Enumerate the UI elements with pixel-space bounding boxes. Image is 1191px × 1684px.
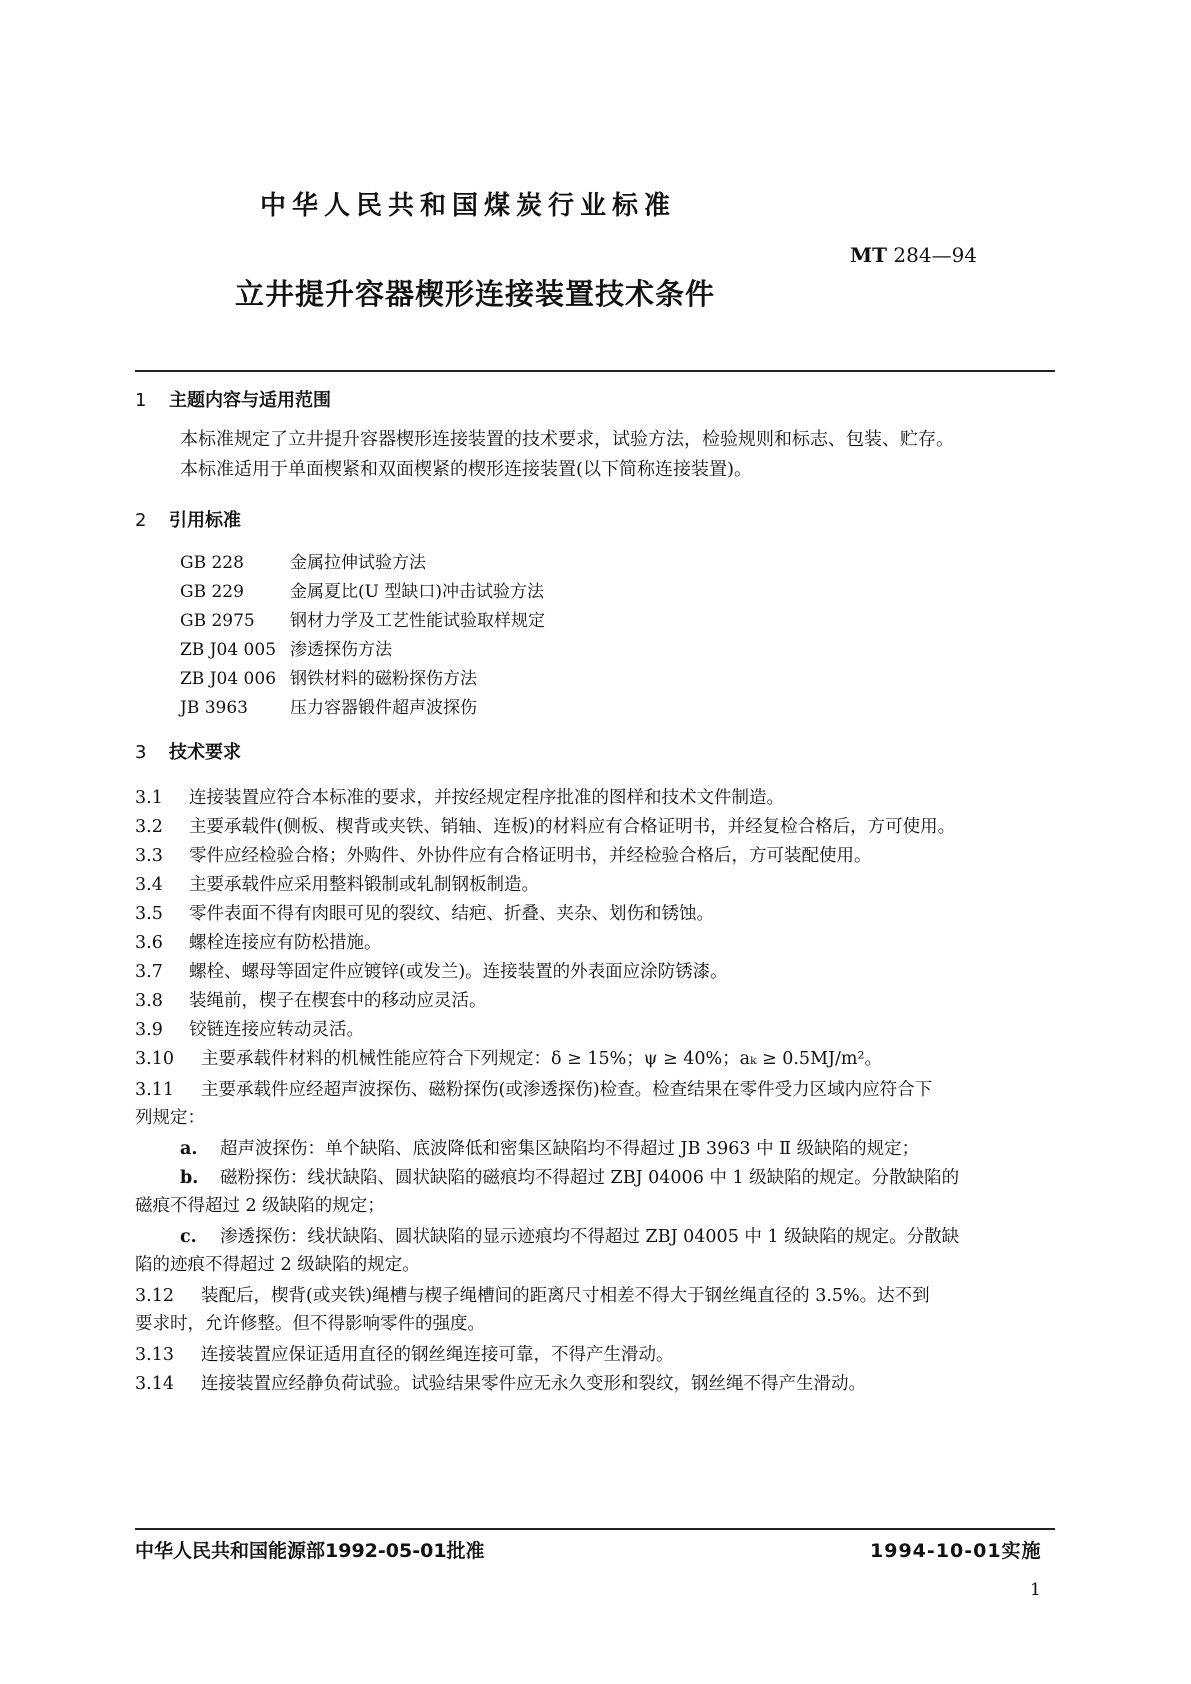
reference-code: JB 3963 (180, 698, 248, 718)
sub-item-label: c. (180, 1227, 197, 1247)
section-number: 3 (135, 742, 147, 763)
clause-number: 3.4 (135, 875, 163, 895)
requirement-item (135, 1370, 866, 1395)
clause-continuation: 列规定： (135, 1108, 205, 1128)
reference-item (180, 606, 545, 631)
section-2-heading (135, 506, 241, 532)
section-1-paragraph: 本标准适用于单面楔紧和双面楔紧的楔形连接装置(以下简称连接装置)。 (180, 459, 753, 480)
clause-number: 3.3 (135, 846, 163, 866)
reference-code: GB 2975 (180, 611, 255, 631)
section-number: 1 (135, 390, 147, 411)
sub-item-b (180, 1164, 959, 1189)
clause-number: 3.11 (135, 1080, 174, 1100)
clause-text: 装配后，楔背(或夹铁)绳槽与楔子绳槽间的距离尺寸相差不得大于钢丝绳直径的 3.5%。达不到 (201, 1286, 930, 1306)
reference-item (180, 664, 477, 689)
reference-code: ZB J04 006 (180, 669, 277, 689)
clause-text: 连接装置应保证适用直径的钢丝绳连接可靠，不得产生滑动。 (201, 1345, 674, 1365)
clause-number: 3.9 (135, 1020, 163, 1040)
sub-item-c (180, 1223, 959, 1248)
requirement-item (135, 958, 728, 983)
clause-text: 主要承载件应采用整料锻制或轧制钢板制造。 (189, 875, 539, 895)
sub-item-a (180, 1135, 919, 1160)
clause-text: 主要承载件(侧板、楔背或夹铁、销轴、连板)的材料应有合格证明书，并经复检合格后，方可使用。 (189, 817, 956, 837)
clause-number: 3.14 (135, 1374, 174, 1394)
clause-text: 零件应经检验合格；外购件、外协件应有合格证明书，并经检验合格后，方可装配使用。 (189, 846, 872, 866)
approval-line: 中华人民共和国能源部1992-05-01批准 (135, 1540, 485, 1562)
reference-item (180, 548, 426, 573)
sub-item-label: a. (180, 1139, 198, 1159)
section-1-paragraph: 本标准规定了立井提升容器楔形连接装置的技术要求，试验方法，检验规则和标志、包装、贮存。 (180, 429, 954, 450)
requirement-item (135, 987, 487, 1012)
standard-code (850, 243, 977, 267)
requirement-item (135, 813, 955, 838)
clause-number: 3.7 (135, 962, 163, 982)
clause-number: 3.13 (135, 1345, 174, 1365)
requirement-item (135, 1076, 932, 1101)
reference-code: ZB J04 005 (180, 640, 277, 660)
requirement-item (135, 1045, 882, 1070)
clause-text: 连接装置应符合本标准的要求，并按经规定程序批准的图样和技术文件制造。 (189, 788, 784, 808)
reference-item (180, 693, 477, 718)
page-number: 1 (1030, 1580, 1041, 1600)
requirement-item (135, 871, 539, 896)
clause-text: 主要承载件应经超声波探伤、磁粉探伤(或渗透探伤)检查。检查结果在零件受力区域内应符合下 (201, 1080, 933, 1100)
reference-name: 渗透探伤方法 (290, 640, 392, 660)
sub-item-continuation: 磁痕不得超过 2 级缺陷的规定； (135, 1196, 385, 1216)
requirement-item (135, 1016, 364, 1041)
reference-item (180, 635, 392, 660)
clause-number: 3.2 (135, 817, 163, 837)
clause-number: 3.8 (135, 991, 163, 1011)
section-title: 引用标准 (169, 510, 241, 531)
requirement-item (135, 784, 784, 809)
clause-text: 主要承载件材料的机械性能应符合下列规定：δ ≥ 15%；ψ ≥ 40%；aₖ ≥ 0.5MJ/m²。 (201, 1049, 883, 1069)
section-3-heading (135, 738, 241, 764)
standard-code-number: 284—94 (893, 243, 978, 267)
clause-number: 3.10 (135, 1049, 174, 1069)
reference-code: GB 228 (180, 553, 244, 573)
requirement-item (135, 842, 872, 867)
requirement-item (135, 1282, 930, 1307)
reference-name: 钢材力学及工艺性能试验取样规定 (290, 611, 545, 631)
clause-number: 3.12 (135, 1286, 174, 1306)
standard-code-prefix: MT (850, 243, 888, 267)
effective-date: 1994-10-01实施 (870, 1540, 1042, 1562)
clause-text: 铰链连接应转动灵活。 (189, 1020, 364, 1040)
section-title: 主题内容与适用范围 (169, 390, 331, 411)
reference-item (180, 577, 544, 602)
clause-number: 3.5 (135, 904, 163, 924)
clause-continuation: 要求时，允许修整。但不得影响零件的强度。 (135, 1314, 485, 1334)
requirement-item (135, 900, 714, 925)
footer-divider (135, 1528, 1055, 1530)
sub-item-text: 磁粉探伤：线状缺陷、圆状缺陷的磁痕均不得超过 ZBJ 04006 中 1 级缺陷的规定。分散缺陷的 (220, 1168, 960, 1188)
clause-text: 装绳前，楔子在楔套中的移动应灵活。 (189, 991, 487, 1011)
sub-item-continuation: 陷的迹痕不得超过 2 级缺陷的规定。 (135, 1255, 420, 1275)
section-1-heading (135, 386, 331, 412)
clause-number: 3.1 (135, 788, 163, 808)
clause-text: 连接装置应经静负荷试验。试验结果零件应无永久变形和裂纹，钢丝绳不得产生滑动。 (201, 1374, 866, 1394)
reference-name: 钢铁材料的磁粉探伤方法 (290, 669, 477, 689)
requirement-item (135, 929, 382, 954)
section-number: 2 (135, 510, 147, 531)
reference-name: 金属拉伸试验方法 (290, 553, 426, 573)
clause-text: 零件表面不得有肉眼可见的裂纹、结疤、折叠、夹杂、划伤和锈蚀。 (189, 904, 714, 924)
reference-name: 金属夏比(U 型缺口)冲击试验方法 (290, 582, 544, 602)
clause-text: 螺栓连接应有防松措施。 (189, 933, 382, 953)
clause-text: 螺栓、螺母等固定件应镀锌(或发兰)。连接装置的外表面应涂防锈漆。 (189, 962, 728, 982)
sub-item-text: 渗透探伤：线状缺陷、圆状缺陷的显示迹痕均不得超过 ZBJ 04005 中 1 级缺陷的规定。分散缺 (220, 1227, 960, 1247)
sub-item-label: b. (180, 1168, 199, 1188)
issuing-organization: 中华人民共和国煤炭行业标准 (260, 191, 677, 221)
reference-code: GB 229 (180, 582, 244, 602)
section-title: 技术要求 (169, 742, 241, 763)
sub-item-text: 超声波探伤：单个缺陷、底波降低和密集区缺陷均不得超过 JB 3963 中 Ⅱ 级缺陷的规定； (220, 1139, 920, 1159)
requirement-item (135, 1341, 674, 1366)
clause-number: 3.6 (135, 933, 163, 953)
document-title: 立井提升容器楔形连接装置技术条件 (235, 277, 716, 311)
reference-name: 压力容器锻件超声波探伤 (290, 698, 477, 718)
header-divider (135, 370, 1055, 372)
